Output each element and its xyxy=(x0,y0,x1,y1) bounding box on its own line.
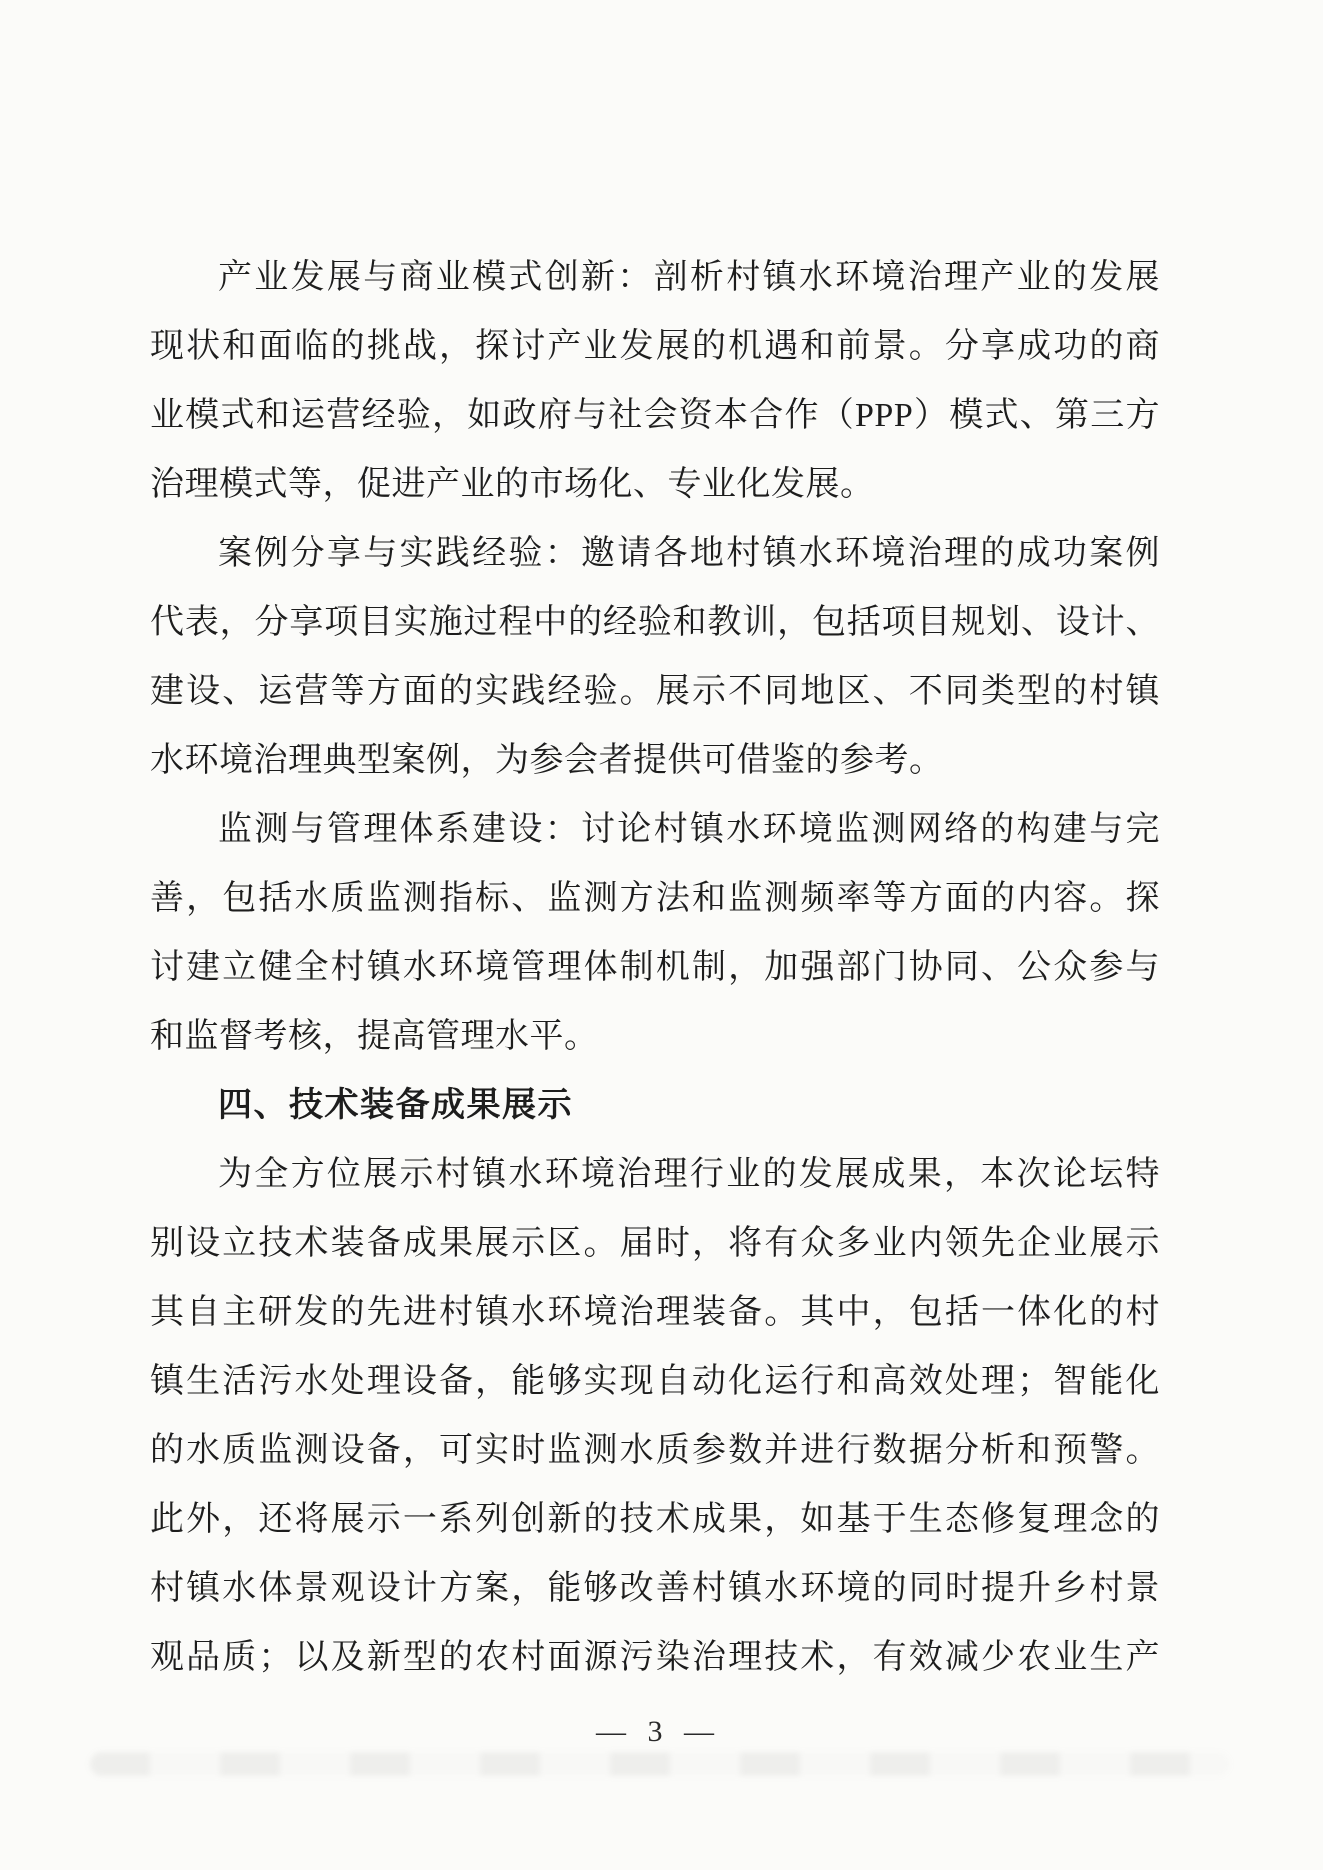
paragraph xyxy=(150,795,1160,1071)
text-line: 四、技术装备成果展示 xyxy=(218,1087,573,1124)
text-line: 和监督考核，提高管理水平。 xyxy=(150,1018,599,1055)
text-line: 代表，分享项目实施过程中的经验和教训，包括项目规划、设计、 xyxy=(150,604,1160,641)
text-line: 产业发展与商业模式创新：剖析村镇水环境治理产业的发展 xyxy=(218,259,1160,296)
text-line: 治理模式等，促进产业的市场化、专业化发展。 xyxy=(150,466,875,503)
paragraph xyxy=(150,243,1160,519)
paragraph xyxy=(150,1140,1160,1692)
text-line: 观品质；以及新型的农村面源污染治理技术，有效减少农业生产 xyxy=(150,1639,1160,1676)
text-line: 此外，还将展示一系列创新的技术成果，如基于生态修复理念的 xyxy=(150,1501,1160,1538)
text-line: 别设立技术装备成果展示区。届时，将有众多业内领先企业展示 xyxy=(150,1225,1160,1262)
document-body xyxy=(150,243,1160,1692)
text-line: 讨建立健全村镇水环境管理体制机制，加强部门协同、公众参与 xyxy=(150,949,1160,986)
page-number: — 3 — xyxy=(596,1715,714,1748)
text-line: 为全方位展示村镇水环境治理行业的发展成果，本次论坛特 xyxy=(218,1156,1160,1193)
text-line: 的水质监测设备，可实时监测水质参数并进行数据分析和预警。 xyxy=(150,1432,1160,1469)
text-line: 其自主研发的先进村镇水环境治理装备。其中，包括一体化的村 xyxy=(150,1294,1160,1331)
text-line: 现状和面临的挑战，探讨产业发展的机遇和前景。分享成功的商 xyxy=(150,328,1160,365)
text-line: 建设、运营等方面的实践经验。展示不同地区、不同类型的村镇 xyxy=(150,673,1160,710)
text-line: 业模式和运营经验，如政府与社会资本合作（PPP）模式、第三方 xyxy=(150,397,1160,434)
text-line: 水环境治理典型案例，为参会者提供可借鉴的参考。 xyxy=(150,742,944,779)
text-line: 善，包括水质监测指标、监测方法和监测频率等方面的内容。探 xyxy=(150,880,1160,917)
section-heading xyxy=(150,1071,1160,1140)
text-line: 案例分享与实践经验：邀请各地村镇水环境治理的成功案例 xyxy=(218,535,1160,572)
text-line: 监测与管理体系建设：讨论村镇水环境监测网络的构建与完 xyxy=(218,811,1160,848)
paragraph xyxy=(150,519,1160,795)
text-line: 村镇水体景观设计方案，能够改善村镇水环境的同时提升乡村景 xyxy=(150,1570,1160,1607)
text-line: 镇生活污水处理设备，能够实现自动化运行和高效处理；智能化 xyxy=(150,1363,1160,1400)
scan-artifact xyxy=(90,1752,1230,1776)
